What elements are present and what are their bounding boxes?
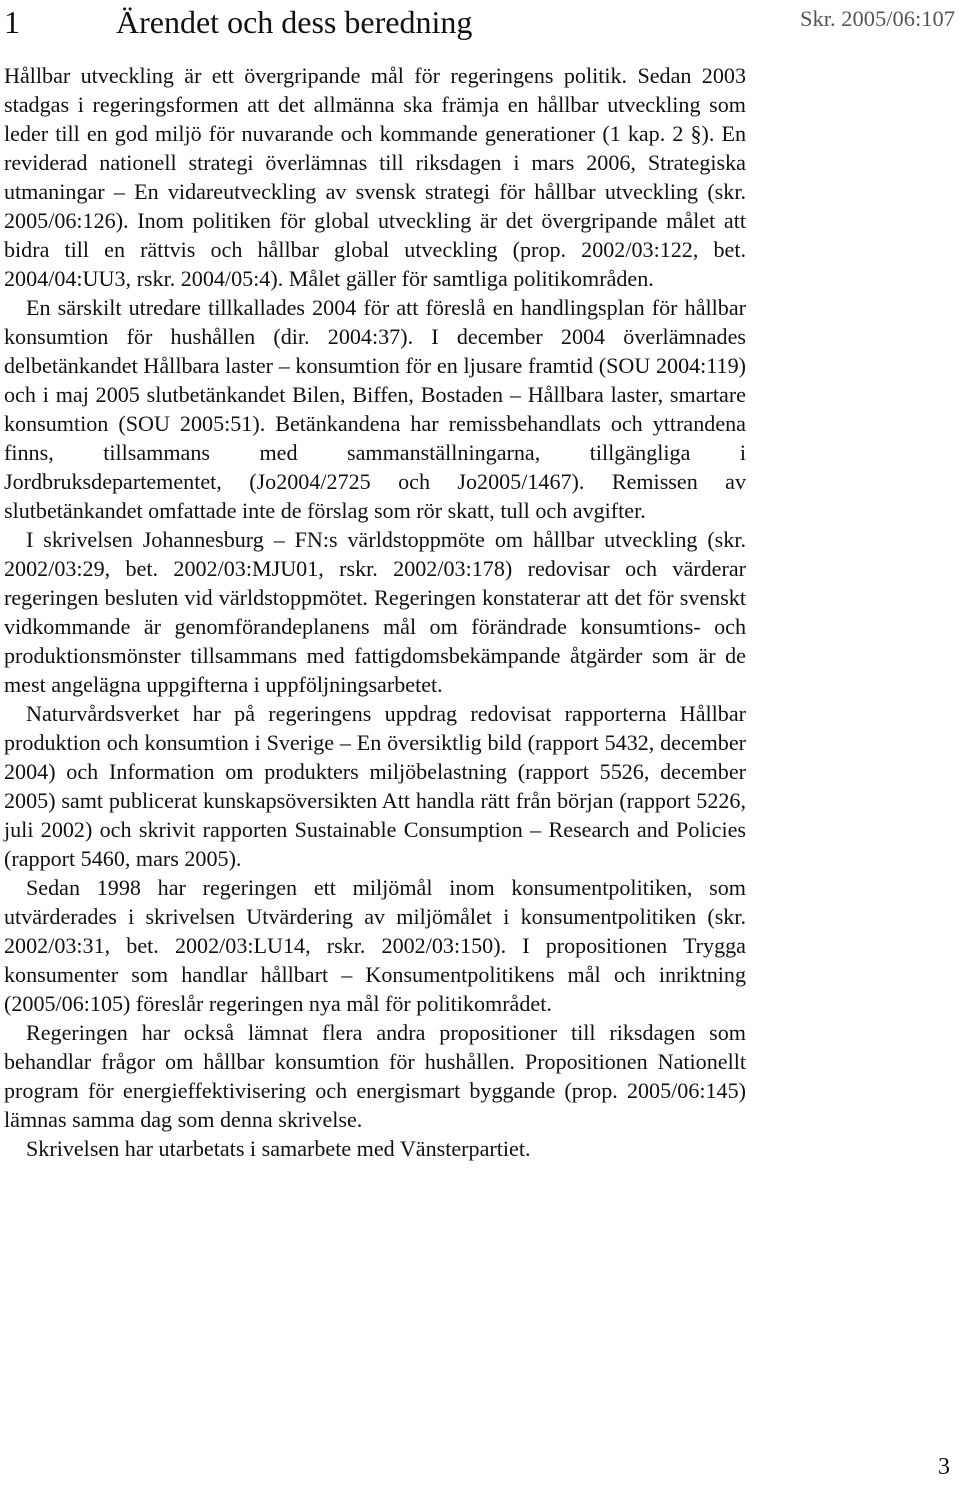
chapter-number: 1 <box>4 4 20 40</box>
document-reference: Skr. 2005/06:107 <box>800 6 956 31</box>
chapter-title: Ärendet och dess beredning <box>116 4 473 40</box>
paragraph: Skrivelsen har utarbetats i samarbete med Vänsterpartiet. <box>26 1136 531 1161</box>
body-text <box>4 61 746 1163</box>
paragraph: Sedan 1998 har regeringen ett miljömål inom konsumentpolitiken, som utvärderades i skrivelsen Utvärdering av miljömålet i konsumentpolitiken (skr. 2002/03:31, bet. 2002/03:LU14, rskr. 2002/03:150). I propositionen Trygga konsumenter som handlar hållbart – Konsumentpolitikens mål och inriktning (2005/06:105) föreslår regeringen nya mål för politikområdet. <box>4 875 746 1016</box>
paragraph: En särskilt utredare tillkallades 2004 för att föreslå en handlingsplan för hållbar konsumtion för hushållen (dir. 2004:37). I december 2004 överlämnades delbetänkandet Hållbara laster – konsumtion för en ljusare framtid (SOU 2004:119) och i maj 2005 slutbetänkandet Bilen, Biffen, Bostaden – Hållbara laster, smartare konsumtion (SOU 2005:51). Betänkandena har remissbehandlats och yttrandena finns, tillsammans med sammanställningarna, tillgängliga i Jordbruksdepartementet, (Jo2004/2725 och Jo2005/1467). Remissen av slutbetänkandet omfattade inte de förslag som rör skatt, tull och avgifter. <box>4 295 746 523</box>
paragraph: Naturvårdsverket har på regeringens uppdrag redovisat rapporterna Hållbar produktion och konsumtion i Sverige – En översiktlig bild (rapport 5432, december 2004) och Information om produkters miljöbelastning (rapport 5526, december 2005) samt publicerat kunskapsöversikten Att handla rätt från början (rapport 5226, juli 2002) och skrivit rapporten Sustainable Consumption – Research and Policies (rapport 5460, mars 2005). <box>4 701 746 871</box>
paragraph: I skrivelsen Johannesburg – FN:s världstoppmöte om hållbar utveckling (skr. 2002/03:29, bet. 2002/03:MJU01, rskr. 2002/03:178) redovisar och värderar regeringen besluten vid världstoppmötet. Regeringen konstaterar att det för svenskt vidkommande är genomförandeplanens mål om förändrade konsumtions- och produktionsmönster tillsammans med fattigdomsbekämpande åtgärder som är de mest angelägna uppgifterna i uppföljningsarbetet. <box>4 527 746 697</box>
chapter-heading <box>4 4 472 40</box>
page-number: 3 <box>938 1454 950 1480</box>
paragraph: Hållbar utveckling är ett övergripande mål för regeringens politik. Sedan 2003 stadgas i regeringsformen att det allmänna ska främja en hållbar utveckling som leder till en god miljö för nuvarande och kommande generationer (1 kap. 2 §). En reviderad nationell strategi överlämnas till riksdagen i mars 2006, Strategiska utmaningar – En vidareutveckling av svensk strategi för hållbar utveckling (skr. 2005/06:126). Inom politiken för global utveckling är det övergripande målet att bidra till en rättvis och hållbar global utveckling (prop. 2002/03:122, bet. 2004/04:UU3, rskr. 2004/05:4). Målet gäller för samtliga politikområden. <box>4 63 746 291</box>
paragraph: Regeringen har också lämnat flera andra propositioner till riksdagen som behandlar frågor om hållbar konsumtion för hushållen. Propositionen Nationellt program för energieffektivisering och energismart byggande (prop. 2005/06:145) lämnas samma dag som denna skrivelse. <box>4 1020 746 1132</box>
